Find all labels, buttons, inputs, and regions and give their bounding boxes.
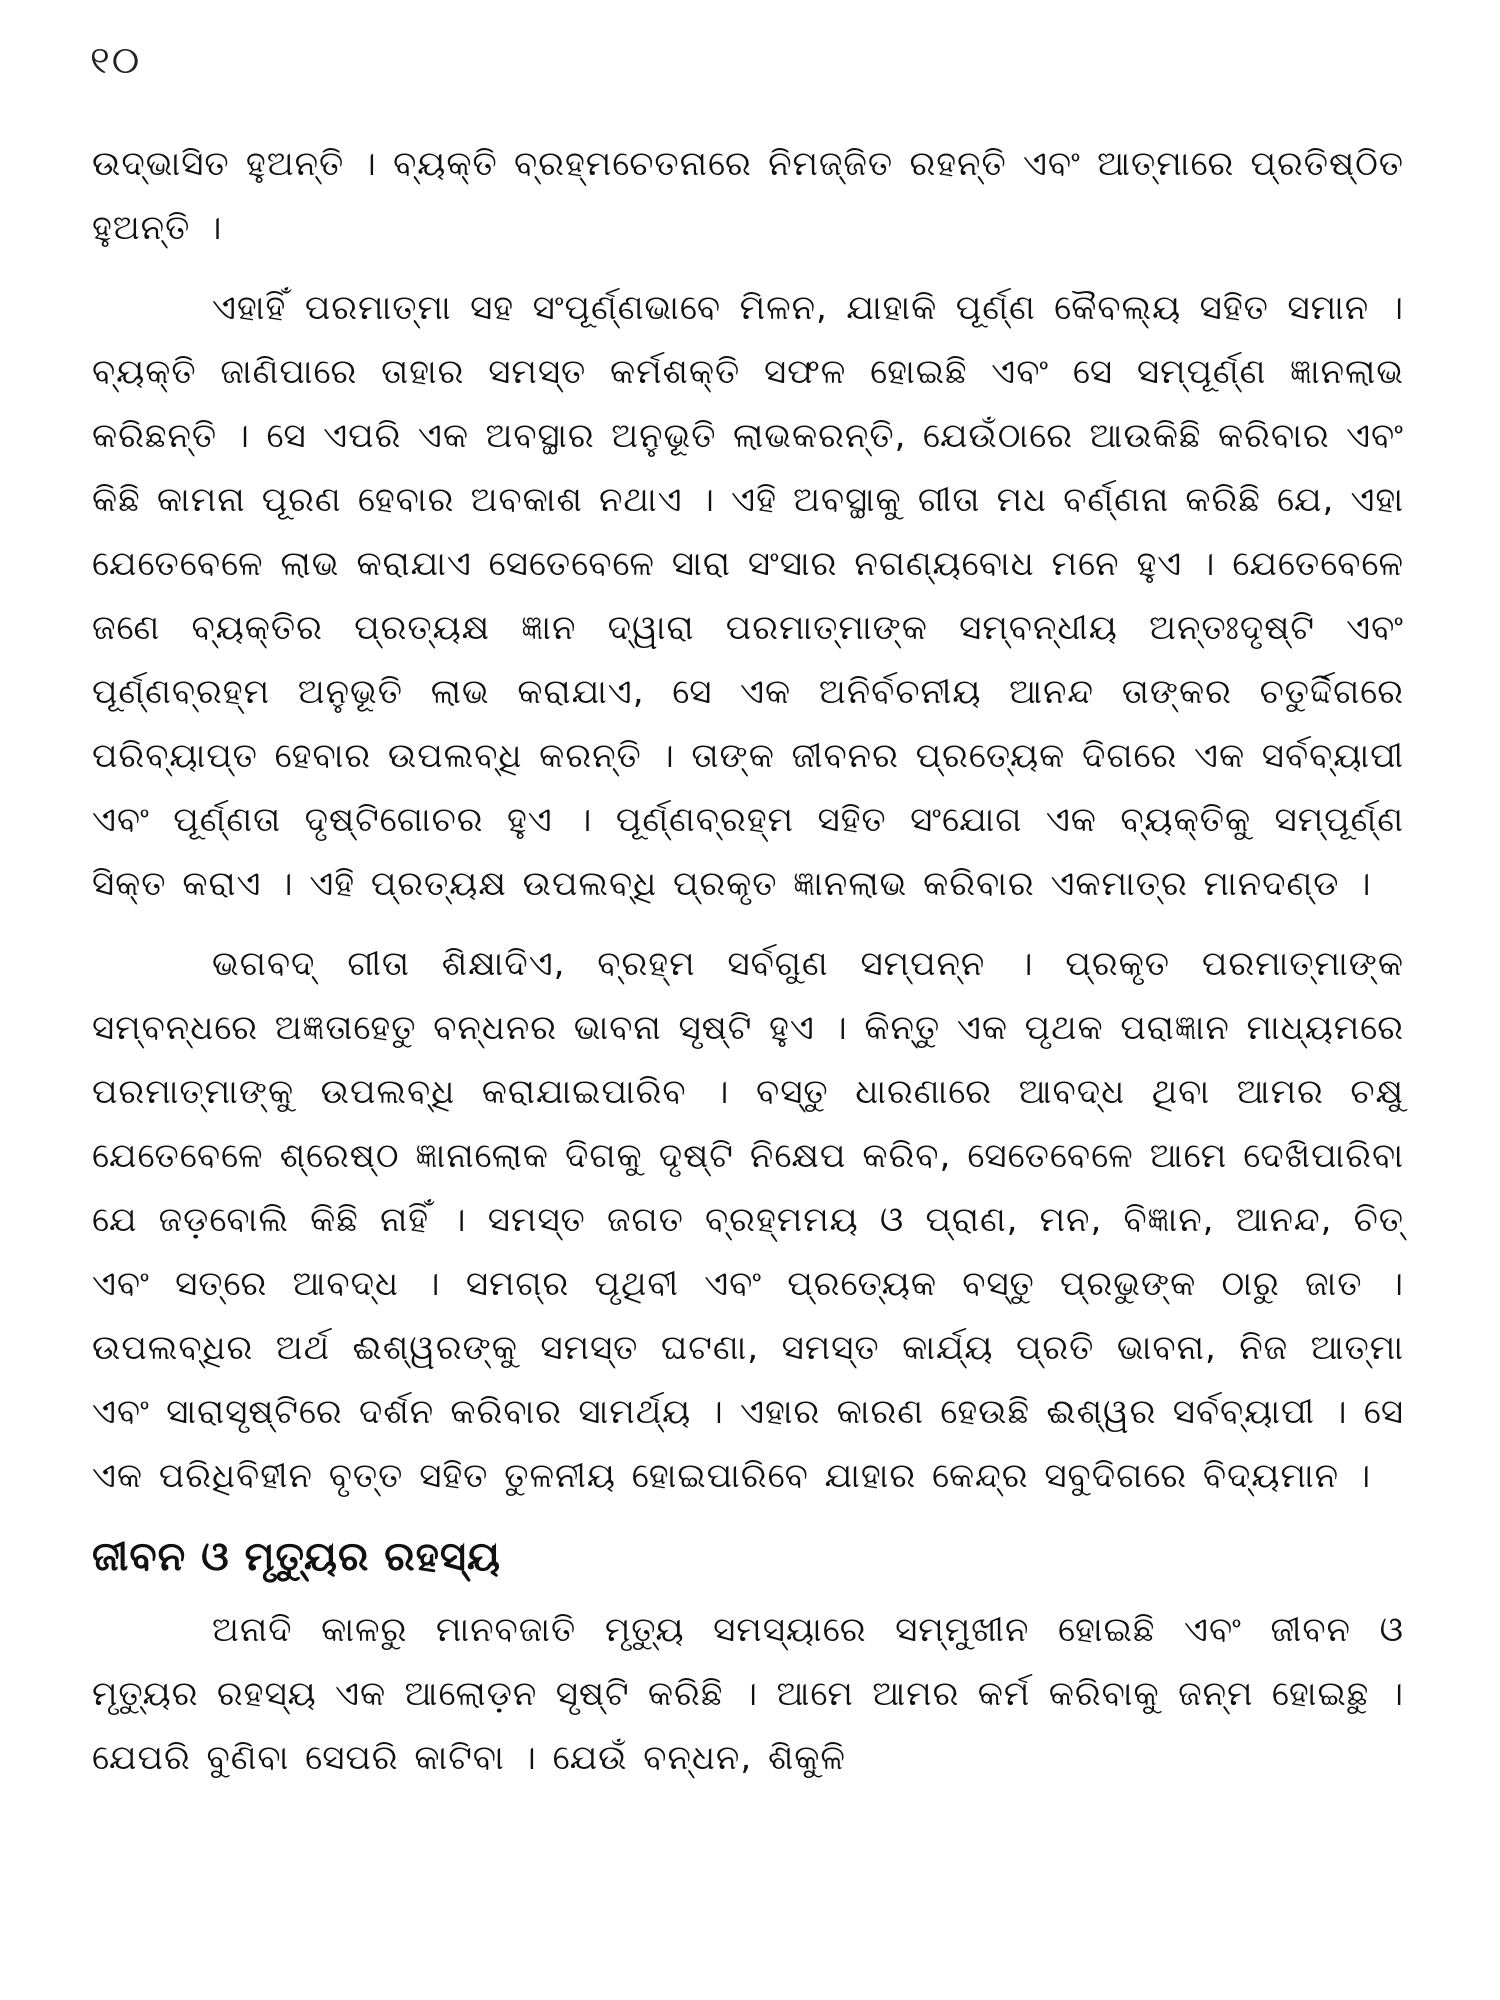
paragraph-union-with-supreme: ଏହାହିଁ ପରମାତ୍ମା ସହ ସଂପୂର୍ଣ୍ଣଭାବେ ମିଳନ, ଯାହାକି ପୂର୍ଣ୍ଣ କୈବଲ୍ୟ ସହିତ ସମାନ । ବ୍ୟକ୍ତି ଜାଣିପାରେ ତାହାର ସମସ୍ତ କର୍ମଶକ୍ତି ସଫଳ ହୋଇଛି ଏବଂ ସେ ସମ୍ପୂର୍ଣ୍ଣ ଜ୍ଞାନଲାଭ କରିଛନ୍ତି । ସେ ଏପରି ଏକ ଅବସ୍ଥାର ଅନୁଭୂତି ଲାଭକରନ୍ତି, ଯେଉଁଠାରେ ଆଉକିଛି କରିବାର ଏବଂ କିଛି କାମନା ପୂରଣ ହେବାର ଅବକାଶ ନଥାଏ । ଏହି ଅବସ୍ଥାକୁ ଗୀତା ମଧ ବର୍ଣ୍ଣନା କରିଛି ଯେ, ଏହା ଯେତେବେଳେ ଲାଭ କରାଯାଏ ସେତେବେଳେ ସାରା ସଂସାର ନଗଣ୍ୟବୋଧ ମନେ ହୁଏ । ଯେତେବେଳେ ଜଣେ ବ୍ୟକ୍ତିର ପ୍ରତ୍ୟକ୍ଷ ଜ୍ଞାନ ଦ୍ୱାରା ପରମାତ୍ମାଙ୍କ ସମ୍ବନ୍ଧୀୟ ଅନ୍ତଃଦୃଷ୍ଟି ଏବଂ ପୂର୍ଣ୍ଣବ୍ରହ୍ମ ଅନୁଭୂତି ଲାଭ କରାଯାଏ, ସେ ଏକ ଅନିର୍ବଚନୀୟ ଆନନ୍ଦ ତାଙ୍କର ଚତୁର୍ଦ୍ଦିଗରେ ପରିବ୍ୟାପ୍ତ ହେବାର ଉପଲବ୍ଧି କରନ୍ତି । ତାଙ୍କ ଜୀବନର ପ୍ରତ୍ୟେକ ଦିଗରେ ଏକ ସର୍ବବ୍ୟାପୀ ଏବଂ ପୂର୍ଣ୍ଣତା ଦୃଷ୍ଟିଗୋଚର ହୁଏ । ପୂର୍ଣ୍ଣବ୍ରହ୍ମ ସହିତ ସଂଯୋଗ ଏକ ବ୍ୟକ୍ତିକୁ ସମ୍ପୂର୍ଣ୍ଣ ସିକ୍ତ କରାଏ । ଏହି ପ୍ରତ୍ୟକ୍ଷ ଉପଲବ୍ଧି ପ୍ରକୃତ ଜ୍ଞାନଲାଭ କରିବାର ଏକମାତ୍ର ମାନଦଣ୍ଡ । bbox=[92, 288, 1404, 904]
paragraph-bhagavad-gita: ଭଗବଦ୍‌ ଗୀତା ଶିକ୍ଷାଦିଏ, ବ୍ରହ୍ମ ସର୍ବଗୁଣ ସମ୍ପନ୍ନ । ପ୍ରକୃତ ପରମାତ୍ମାଙ୍କ ସମ୍ବନ୍ଧରେ ଅଜ୍ଞତାହେତୁ ବନ୍ଧନର ଭାବନା ସୃଷ୍ଟି ହୁଏ । କିନ୍ତୁ ଏକ ପୃଥକ ପରାଜ୍ଞାନ ମାଧ୍ୟମରେ ପରମାତ୍ମାଙ୍କୁ ଉପଲବ୍ଧି କରାଯାଇପାରିବ । ବସ୍ତୁ ଧାରଣାରେ ଆବଦ୍ଧ ଥିବା ଆମର ଚକ୍ଷୁ ଯେତେବେଳେ ଶ୍ରେଷ୍ଠ ଜ୍ଞାନାଲୋକ ଦିଗକୁ ଦୃଷ୍ଟି ନିକ୍ଷେପ କରିବ, ସେତେବେଳେ ଆମେ ଦେଖିପାରିବା ଯେ ଜଡ଼ବୋଲି କିଛି ନାହିଁ । ସମସ୍ତ ଜଗତ ବ୍ରହ୍ମମୟ ଓ ପ୍ରାଣ, ମନ, ବିଜ୍ଞାନ, ଆନନ୍ଦ, ଚିତ୍‌ ଏବଂ ସତ୍‌ରେ ଆବଦ୍ଧ । ସମଗ୍ର ପୃଥିବୀ ଏବଂ ପ୍ରତ୍ୟେକ ବସ୍ତୁ ପ୍ରଭୁଙ୍କ ଠାରୁ ଜାତ । ଉପଲବ୍ଧିର ଅର୍ଥ ଈଶ୍ୱରଙ୍କୁ ସମସ୍ତ ଘଟଣା, ସମସ୍ତ କାର୍ଯ୍ୟ ପ୍ରତି ଭାବନା, ନିଜ ଆତ୍ମା ଏବଂ ସାରାସୃଷ୍ଟିରେ ଦର୍ଶନ କରିବାର ସାମର୍ଥ୍ୟ । ଏହାର କାରଣ ହେଉଛି ଈଶ୍ୱର ସର୍ବବ୍ୟାପୀ । ସେ ଏକ ପରିଧିବିହୀନ ବୃତ୍ତ ସହିତ ତୁଳନୀୟ ହୋଇପାରିବେ ଯାହାର କେନ୍ଦ୍ର ସବୁଦିଗରେ ବିଦ୍ୟମାନ । bbox=[92, 944, 1404, 1496]
paragraph-continued: ଉଦ୍‌ଭାସିତ ହୁଅନ୍ତି । ବ୍ୟକ୍ତି ବ୍ରହ୍ମଚେତନାରେ ନିମଜ୍ଜିତ ରହନ୍ତି ଏବଂ ଆତ୍ମାରେ ପ୍ରତିଷ୍ଠିତ ହୁଅନ୍ତି । bbox=[92, 144, 1404, 248]
paragraph-life-death: ଅନାଦି କାଳରୁ ମାନବଜାତି ମୃତ୍ୟୁ ସମସ୍ୟାରେ ସମ୍ମୁଖୀନ ହୋଇଛି ଏବଂ ଜୀବନ ଓ ମୃତ୍ୟୁର ରହସ୍ୟ ଏକ ଆଲୋଡ଼ନ ସୃଷ୍ଟି କରିଛି । ଆମେ ଆମର କର୍ମ କରିବାକୁ ଜନ୍ମ ହୋଇଛୁ । ଯେପରି ବୁଣିବା ସେପରି କାଟିବା । ଯେଉଁ ବନ୍ଧନ, ଶିକୁଳି bbox=[92, 1610, 1404, 1778]
page-body bbox=[92, 132, 1404, 1790]
section-heading: ଜୀବନ ଓ ମୃତ୍ୟୁର ରହସ୍ୟ bbox=[92, 1534, 502, 1580]
page-number: ୧୦ bbox=[90, 38, 142, 82]
